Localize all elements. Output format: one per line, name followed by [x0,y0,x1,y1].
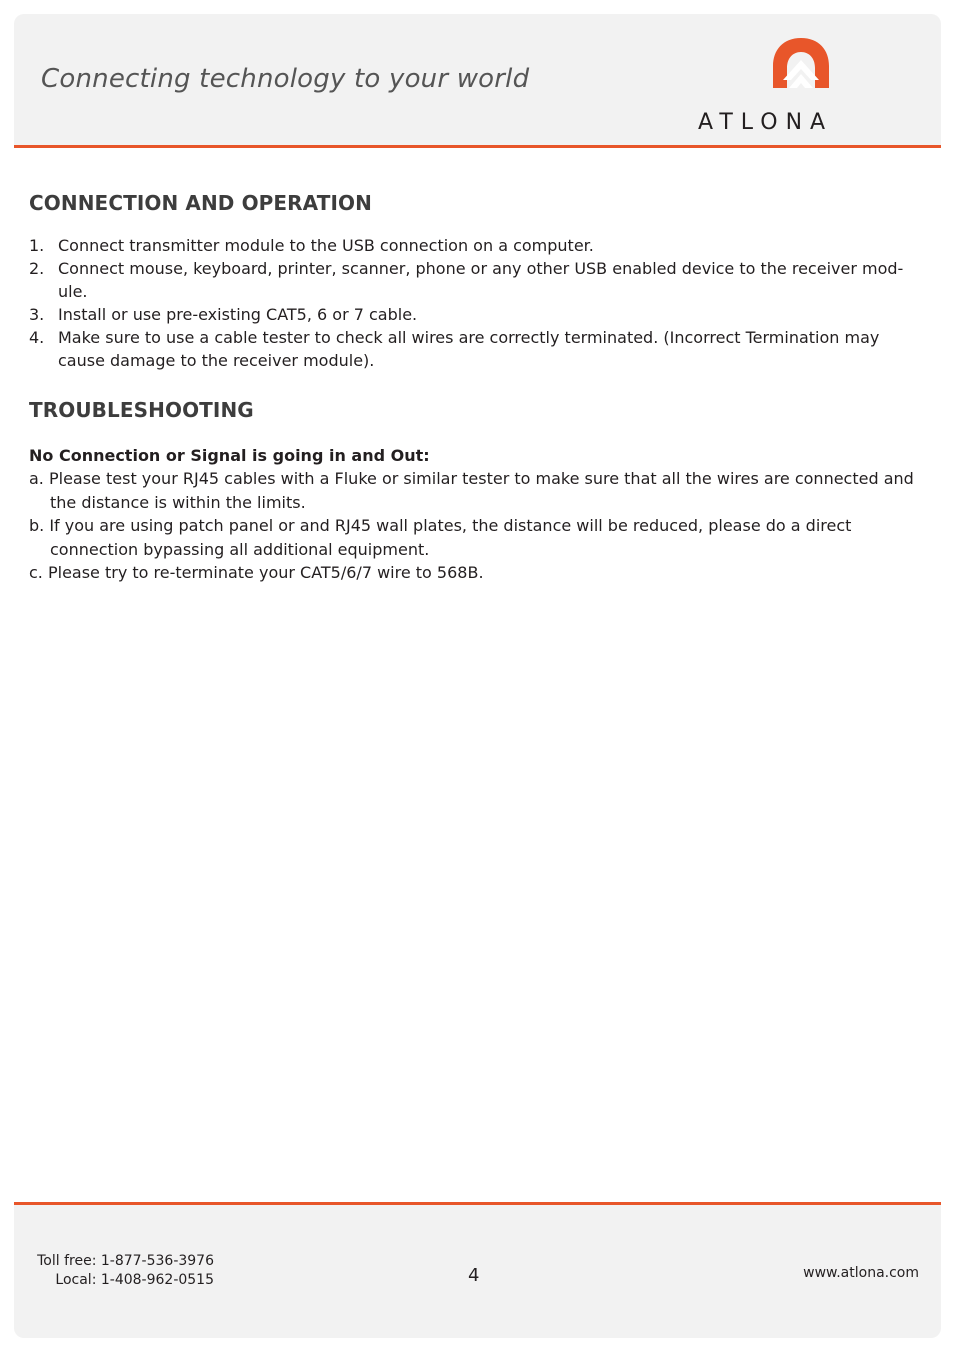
list-item [29,234,929,257]
step-text: Make sure to use a cable tester to check all wires are correctly terminated. (Incorrect Termination may cause damage to the receiver module). [58,328,880,370]
step-number: 4. [29,328,45,347]
atlona-logo-icon [769,34,833,110]
page-footer [14,1202,941,1338]
step-text: Connect transmitter module to the USB connection on a computer. [58,236,594,255]
list-item [29,257,929,303]
list-item: a. Please test your RJ45 cables with a Fluke or similar tester to make sure that all the wires are connected and the distance is within the limits. [29,469,914,512]
troubleshooting-list [29,467,929,585]
logo-text: ATLONA [698,110,834,132]
atlona-wordmark [698,110,912,132]
step-text: Install or use pre-existing CAT5, 6 or 7 cable. [58,305,418,324]
header-tagline: Connecting technology to your world [41,64,530,94]
contact-info [34,1252,214,1290]
list-item [29,326,929,372]
list-item: b. If you are using patch panel or and RJ45 wall plates, the distance will be reduced, please do a direct connection bypassing all additional equipment. [29,516,852,559]
toll-free-number: Toll free: 1-877-536-3976 [37,1253,214,1269]
step-number: 2. [29,259,45,278]
page-header [14,14,941,148]
step-number: 3. [29,305,45,324]
connection-steps-list [29,234,929,372]
step-text: Connect mouse, keyboard, printer, scanner, phone or any other USB enabled device to the receiver mod-ule. [58,259,904,301]
page-number: 4 [468,1265,480,1286]
local-number: Local: 1-408-962-0515 [55,1272,214,1288]
connection-heading: CONNECTION AND OPERATION [29,191,372,215]
troubleshooting-heading: TROUBLESHOOTING [29,398,254,422]
troubleshooting-subtitle: No Connection or Signal is going in and Out: [29,446,430,465]
website-link[interactable]: www.atlona.com [803,1265,919,1281]
list-item [29,303,929,326]
list-item: c. Please try to re-terminate your CAT5/6/7 wire to 568B. [29,563,484,582]
step-number: 1. [29,236,45,255]
